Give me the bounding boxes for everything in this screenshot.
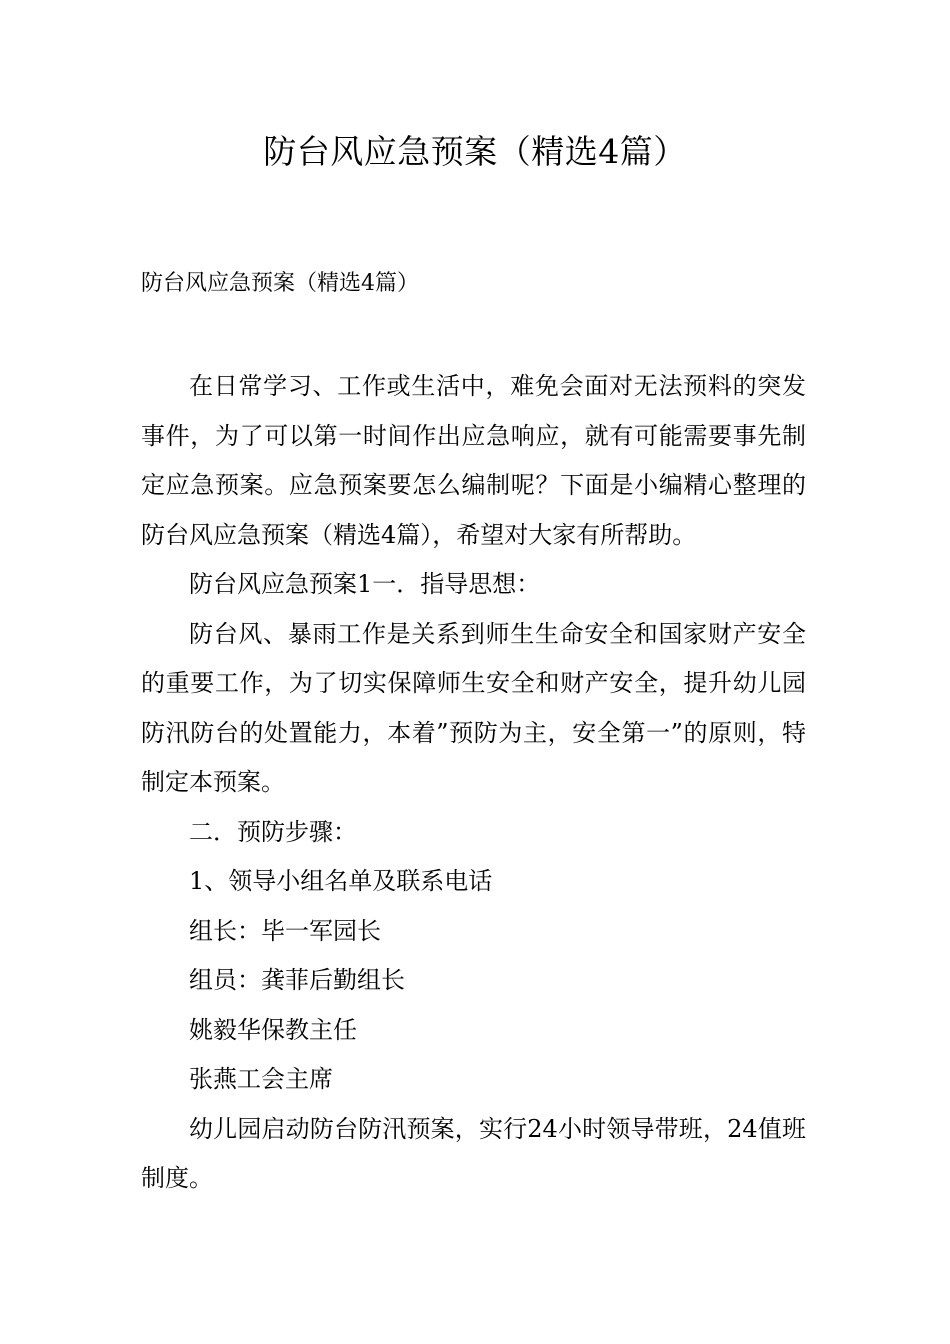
paragraph-group-leader: 组长：毕一军园长 xyxy=(189,916,381,945)
paragraph-member-3: 张燕工会主席 xyxy=(189,1065,333,1093)
paragraph-guiding-thought: 防台风应急预案1一．指导思想： xyxy=(189,570,541,598)
paragraph-purpose: 防台风、暴雨工作是关系到师生生命安全和国家财产安全的重要工作，为了切实保障师生安全和财产安全，提升幼儿园防汛防台的处置能力，本着”预防为主，安全第一”的原则，特制定本预案。 xyxy=(141,619,806,796)
paragraph-group-member: 组员：龚菲后勤组长 xyxy=(189,966,405,994)
document-body xyxy=(141,362,806,1204)
paragraph-member-2: 姚毅华保教主任 xyxy=(189,1015,357,1044)
paragraph-duty-system: 幼儿园启动防台防汛预案，实行24小时领导带班，24值班制度。 xyxy=(141,1114,806,1192)
document-title: 防台风应急预案（精选4篇） xyxy=(263,132,687,171)
paragraph-prevention-steps: 二．预防步骤： xyxy=(189,817,357,846)
paragraph-intro: 在日常学习、工作或生活中，难免会面对无法预料的突发事件，为了可以第一时间作出应急响应，就有可能需要事先制定应急预案。应急预案要怎么编制呢？下面是小编精心整理的防台风应急预案（精选4篇），希望对大家有所帮助。 xyxy=(141,372,806,549)
document-subtitle: 防台风应急预案（精选4篇） xyxy=(141,271,419,296)
paragraph-leadership-group: 1、领导小组名单及联系电话 xyxy=(189,867,493,895)
